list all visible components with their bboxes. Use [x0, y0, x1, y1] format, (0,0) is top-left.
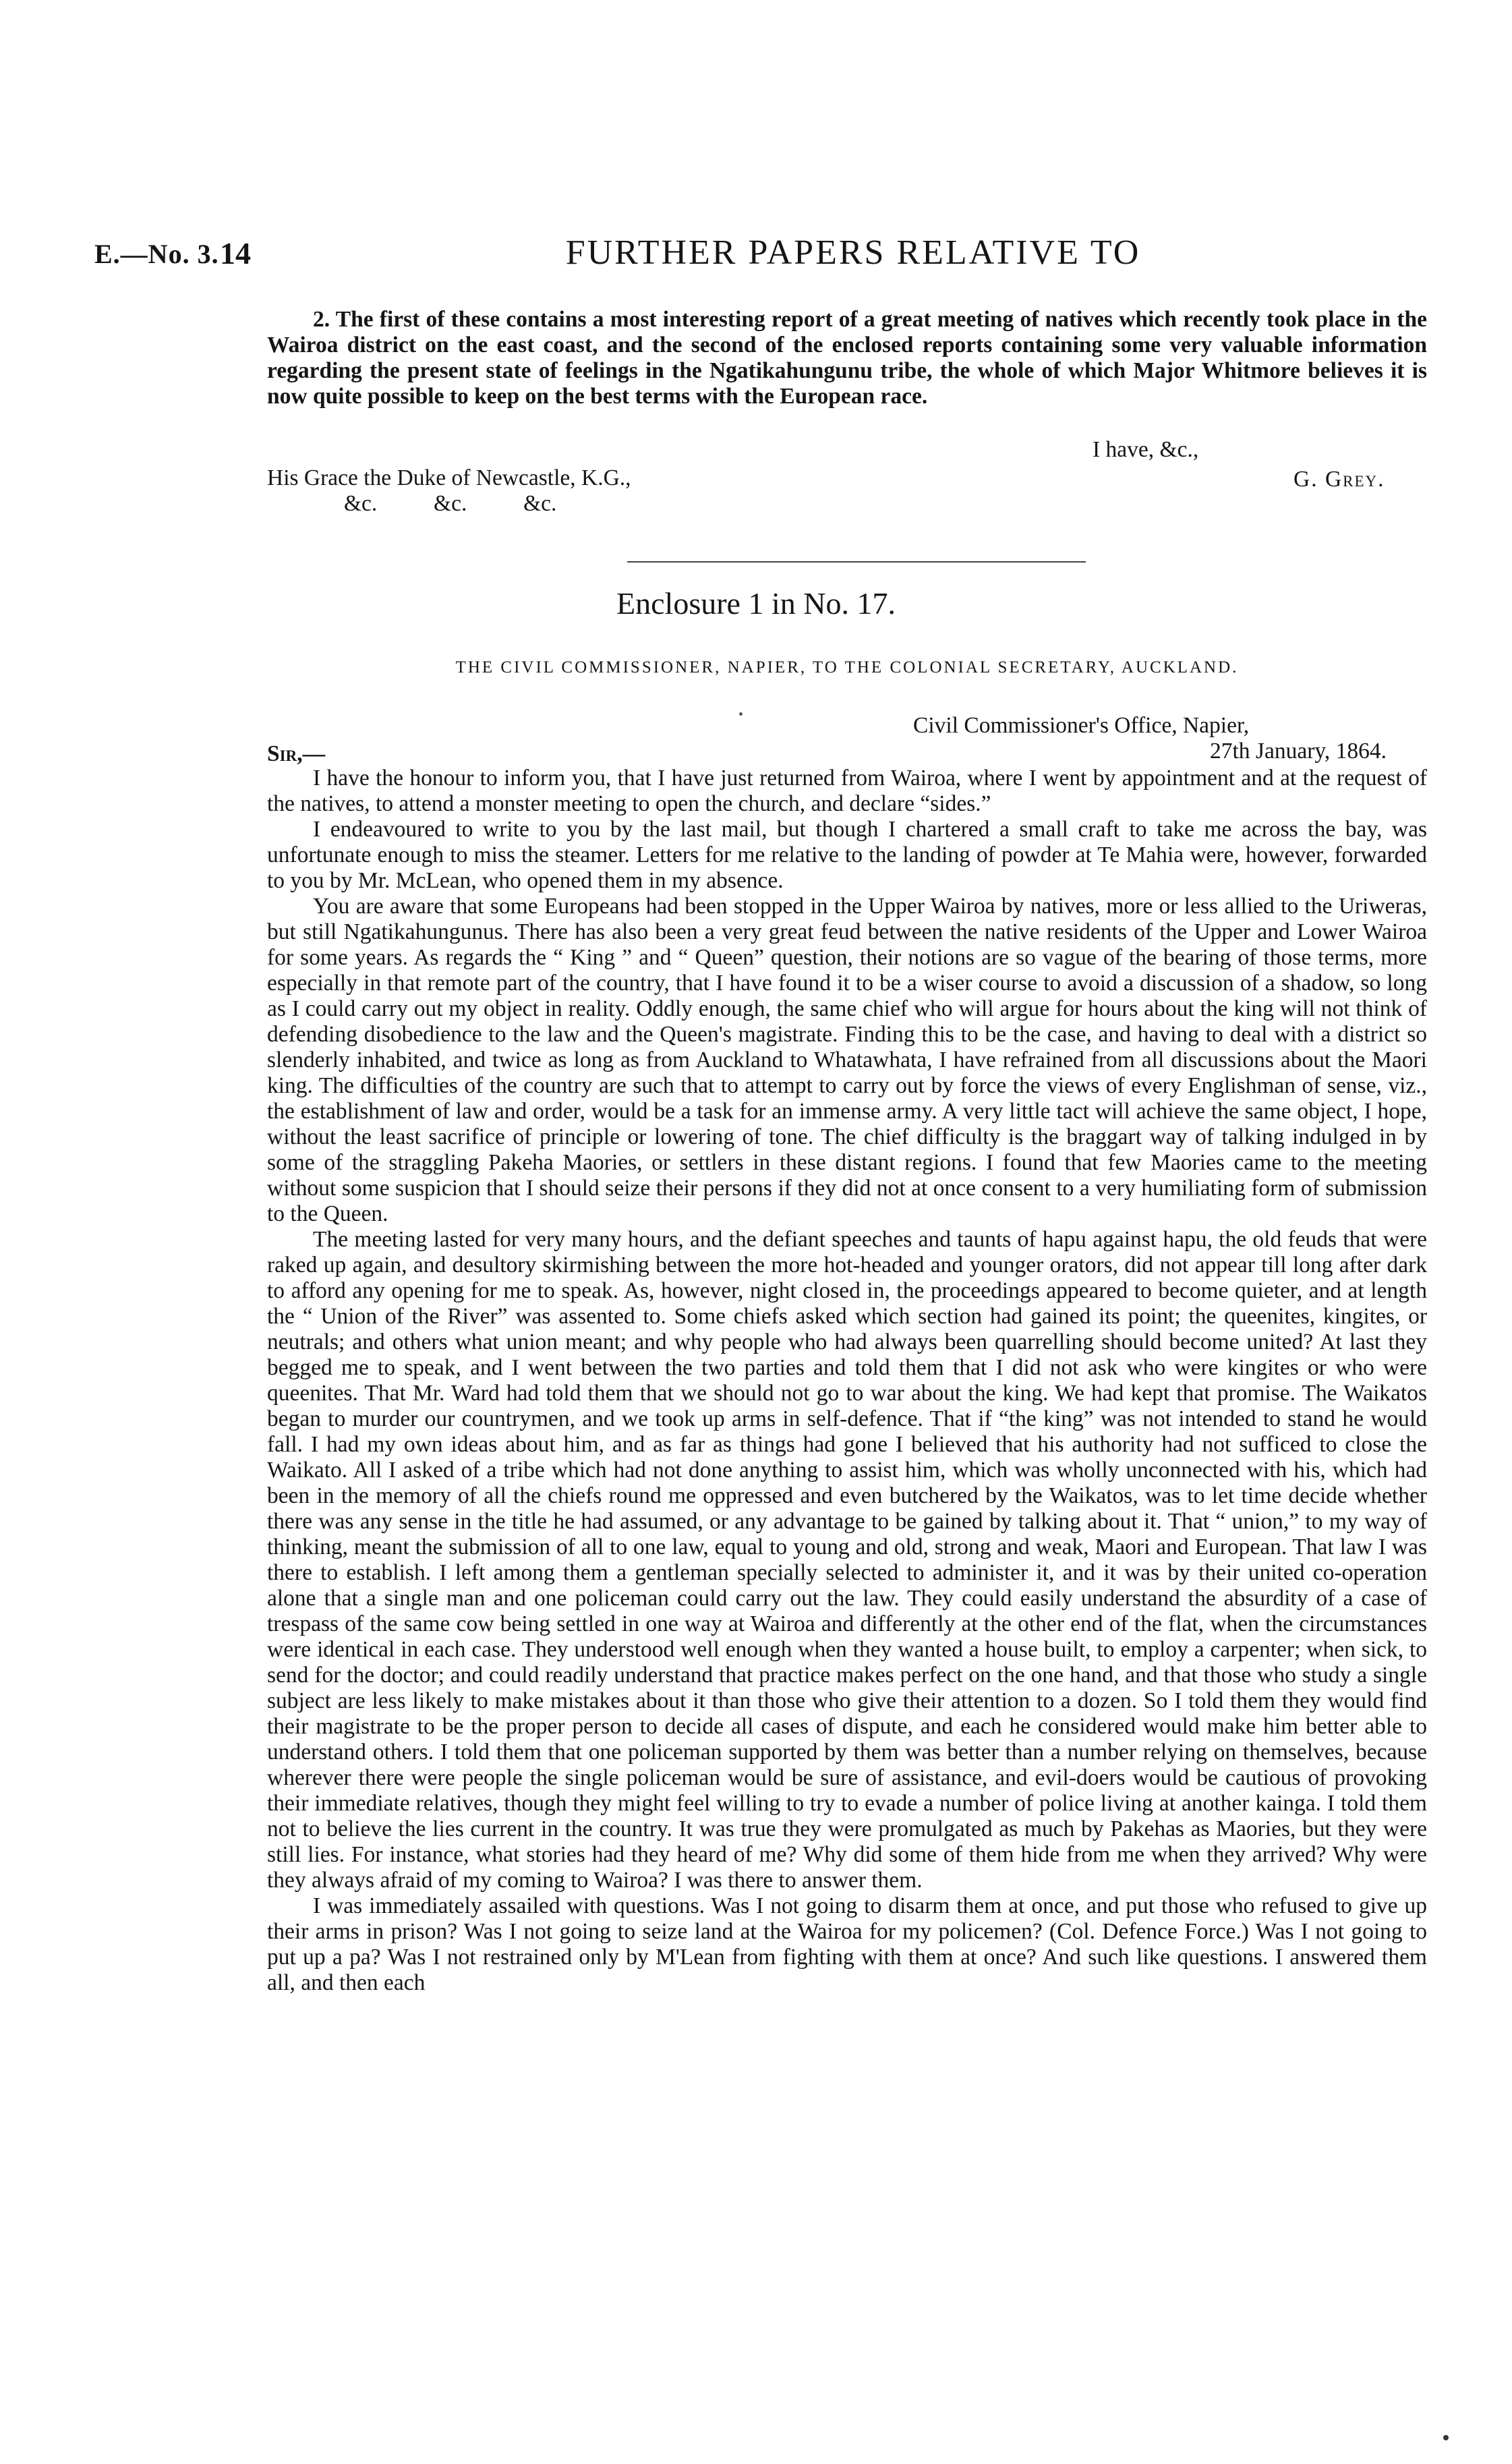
- office-text: Civil Commissioner's Office, Napier,: [913, 713, 1250, 738]
- office-line: [913, 713, 1249, 739]
- enclosure-subheading: THE CIVIL COMMISSIONER, NAPIER, TO THE COLONIAL SECRETARY, AUCKLAND.: [455, 658, 1239, 677]
- signature-text: G. Grey.: [1293, 467, 1385, 492]
- signature: [1293, 467, 1385, 492]
- etc-text: &c. &c. &c.: [344, 491, 557, 516]
- body-paragraph-2: I endeavoured to write to you by the last mail, but though I chartered a small craft to take me across the bay, was unfortunate enough to miss the steamer. Letters for me relative to the landing of powder at Te Mahia were, however, forwarded to you by Mr. McLean, who opened them in my absence.: [267, 817, 1427, 893]
- body-paragraph-4: The meeting lasted for very many hours, and the defiant speeches and taunts of hapu against hapu, the old feuds that were raked up again, and desultory skirmishing between the more hot-headed and younger orators, did not appear till long after dark to afford any opening for me to speak. As, however, night closed in, the proceedings appeared to become quieter, and at length the “ Union of the River” was assented to. Some chiefs asked which section had gained its point; the queenites, kingites, or neutrals; and others what union meant; and why people who had always been quarrelling should become united? At last they begged me to speak, and I went between the two parties and told them that I did not ask who were kingites or who were queenites. That Mr. Ward had told them that we should not go to war about the king. We had kept that promise. The Waikatos began to murder our countrymen, and we took up arms in self-defence. That if “the king” was not intended to stand he would fall. I had my own ideas about him, and as far as things had gone I believed that his authority had not sufficed to close the Waikato. All I asked of a tribe which had not done anything to assist him, which was wholly unconnected with his, which had been in the memory of all the chiefs round me oppressed and even butchered by the Waikatos, was to let time decide whether there was any sense in the title he had assumed, or any advantage to be gained by talking about it. That “ union,” to my way of thinking, meant the submission of all to one law, equal to young and old, strong and weak, Maori and European. That law I was there to establish. I left among them a gentleman specially selected to administer it, and it was by their united co-operation alone that a single man and one policeman could carry out the law. They could easily understand the absurdity of a case of trespass of the same cow being settled in one way at Wairoa and differently at the other end of the flat, when the circumstances were identical in each case. They understood well enough when they wanted a house built, to employ a carpenter; when sick, to send for the doctor; and could readily understand that practice makes perfect on the one hand, and that those who study a single subject are less likely to make mistakes about it than those who give their attention to a dozen. So I told them they would find their magistrate to be the proper person to decide all cases of dispute, and each he considered would make him better able to understand others. I told them that one policeman supported by them was better than a number relying on themselves, because wherever there were people the single policeman would be sure of assistance, and evil-doers would be cautious of provoking their immediate relatives, though they might feel willing to try to evade a number of police living at another kainga. I told them not to believe the lies current in the country. It was true they were promulgated as much by Pakehas as Maories, but they were still lies. For instance, what stories had they heard of me? Why did some of them hide from me when they arrived? Why were they always afraid of my coming to Wairoa? I was there to answer them.: [267, 1227, 1427, 1893]
- page-mark: [1443, 2435, 1449, 2440]
- addressee: [267, 465, 631, 491]
- closing-line: [1093, 437, 1198, 463]
- document-reference: E.—No. 3.: [94, 239, 219, 269]
- body-paragraph-5: I was immediately assailed with questions. Was I not going to disarm them at once, and put those who refused to give up their arms in prison? Was I not going to seize land at the Wairoa for my policemen? (Col. Defence Force.) Was I not going to put up a pa? Was I not restrained only by M'Lean from fighting with them at once? And such like questions. I answered them all, and then each: [267, 1893, 1427, 1995]
- ink-speck: [739, 712, 743, 716]
- salutation: [267, 741, 325, 767]
- page-number: 14: [220, 236, 251, 270]
- date-line: [1210, 739, 1387, 764]
- closing-text: I have, &c.,: [1093, 437, 1199, 462]
- enclosure-heading: Enclosure 1 in No. 17.: [616, 586, 896, 621]
- addressee-etc: [344, 491, 556, 517]
- salutation-text: Sir,—: [267, 741, 326, 766]
- body-paragraph-1: I have the honour to inform you, that I have just returned from Wairoa, where I went by appointment and at the request of the natives, to attend a monster meeting to open the church, and declare “sides.”: [267, 766, 1427, 816]
- section-divider: [627, 561, 1086, 563]
- date-text: 27th January, 1864.: [1210, 739, 1387, 764]
- page-header: [94, 233, 1430, 280]
- intro-section: [267, 307, 1427, 409]
- addressee-text: His Grace the Duke of Newcastle, K.G.,: [267, 465, 631, 490]
- body-paragraph-3: You are aware that some Europeans had been stopped in the Upper Wairoa by natives, more or less allied to the Uriweras, but still Ngatikahungunus. There has also been a very great feud between the native residents of the Upper and Lower Wairoa for some years. As regards the “ King ” and “ Queen” question, their notions are so vague of the bearing of those terms, more especially in that remote part of the country, that I have found it to be a wiser course to avoid a discussion of a shadow, so long as I could carry out my object in reality. Oddly enough, the same chief who will argue for hours about the king will not think of defending disobedience to the law and the Queen's magistrate. Finding this to be the case, and having to deal with a district so slenderly inhabited, and twice as long as from Auckland to Whatawhata, I have refrained from all discussions about the Maori king. The difficulties of the country are such that to attempt to carry out by force the views of every Englishman of sense, viz., the establishment of law and order, would be a task for an immense army. A very little tact will achieve the same object, I hope, without the least sacrifice of principle or lowering of tone. The chief difficulty is the braggart way of talking indulged in by some of the straggling Pakeha Maories, or settlers in these distant regions. I found that few Maories came to the meeting without some suspicion that I should seize their persons if they did not at once consent to a very humiliating form of submission to the Queen.: [267, 894, 1427, 1226]
- intro-paragraph: 2. The first of these contains a most interesting report of a great meeting of natives which recently took place in the Wairoa district on the east coast, and the second of the enclosed reports containing some very valuable information regarding the present state of feelings in the Ngatikahungunu tribe, the whole of which Major Whitmore believes it is now quite possible to keep on the best terms with the European race.: [267, 307, 1427, 409]
- letter-body: [267, 766, 1427, 1996]
- running-title: FURTHER PAPERS RELATIVE TO: [565, 233, 1141, 272]
